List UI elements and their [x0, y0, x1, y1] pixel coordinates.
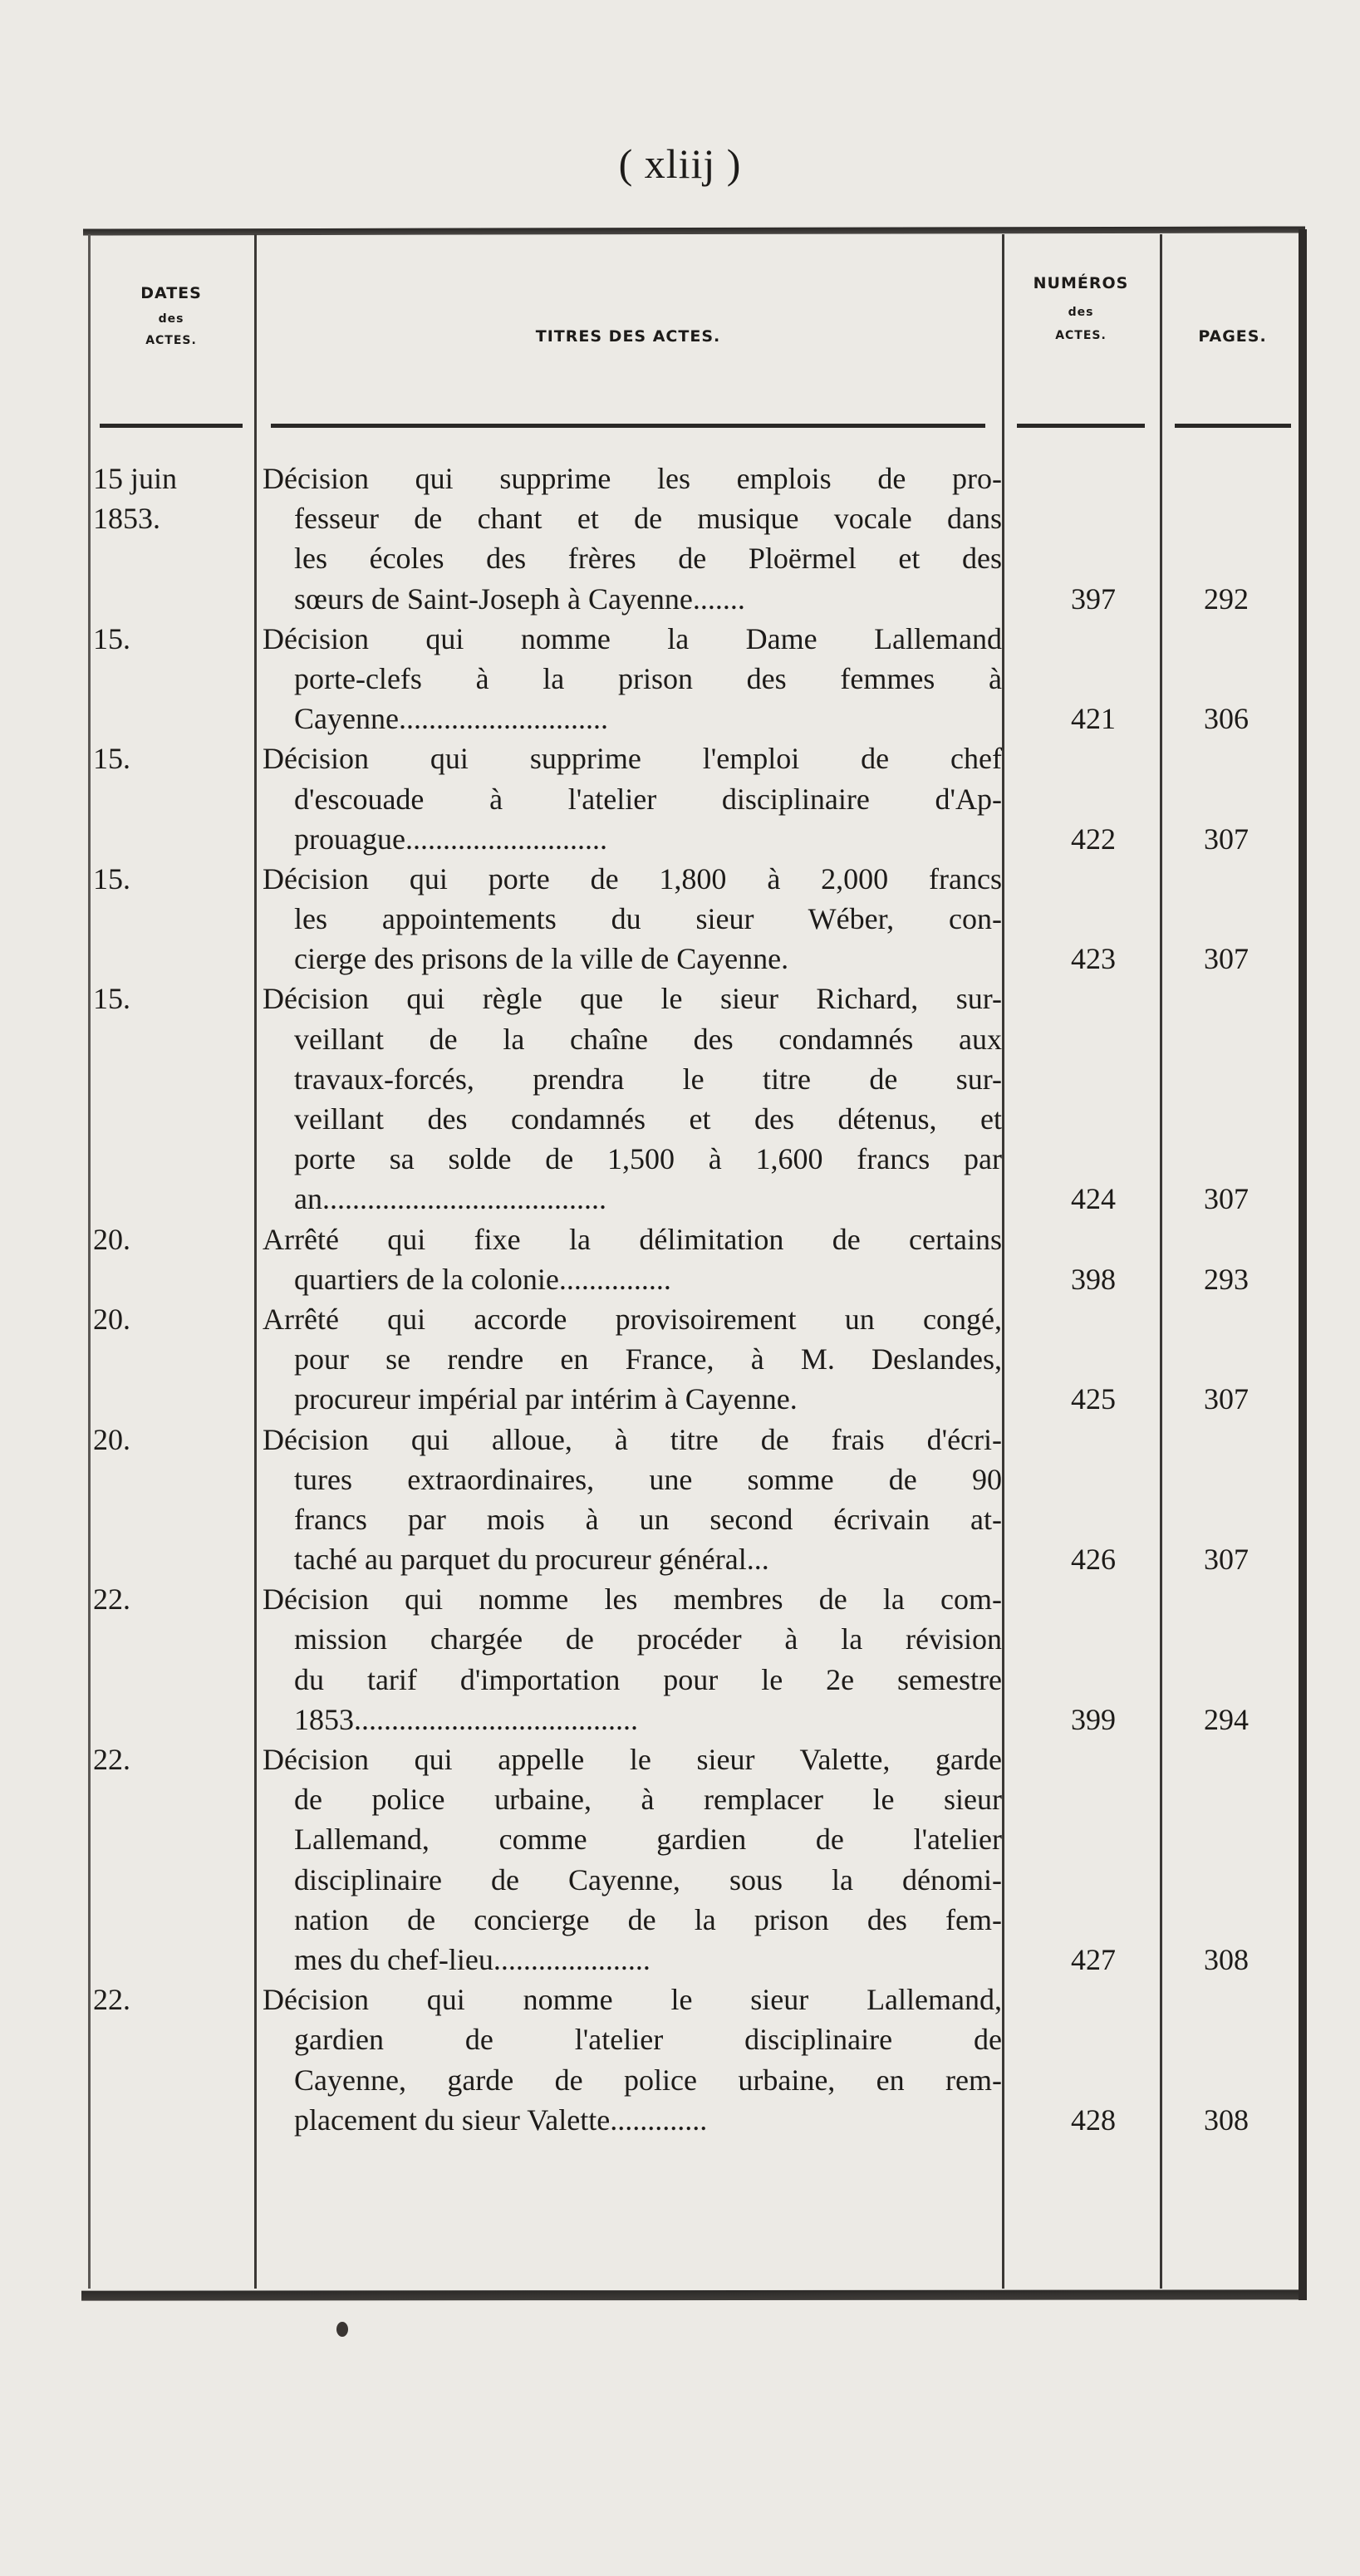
entry-page: 307	[1204, 1182, 1249, 1216]
entry-date-line: 1853.	[93, 502, 160, 536]
entry-numero: 428	[1071, 2103, 1116, 2137]
entry-date	[93, 979, 251, 1018]
entry-page: 294	[1204, 1702, 1249, 1736]
entry-title-line: porte-clefs à la prison des femmes à	[294, 661, 1002, 695]
entry-title	[263, 1219, 1002, 1299]
entry-title-line: tures extraordinaires, une somme de 90	[294, 1462, 1002, 1496]
entry-page: 308	[1204, 1942, 1249, 1976]
table-row	[88, 1579, 1297, 1739]
entry-title-line: Décision qui règle que le sieur Richard, sur-	[263, 982, 1002, 1016]
entry-title-line: travaux-forcés, prendra le titre de sur-	[294, 1062, 1002, 1096]
table-row	[88, 1420, 1297, 1580]
entry-title-line: pour se rendre en France, à M. Deslandes,	[294, 1342, 1002, 1376]
entry-page: 307	[1204, 822, 1249, 856]
entry-title-line: taché au parquet du procureur général...	[294, 1543, 769, 1577]
entry-date-line: 15.	[93, 621, 130, 655]
entry-title-line: Décision qui nomme la Dame Lallemand	[263, 621, 1002, 655]
table-bottom-rule	[81, 2289, 1307, 2300]
header-numeros	[1002, 274, 1160, 342]
entry-numero: 398	[1071, 1262, 1116, 1296]
entry-title-line: veillant de la chaîne des condamnés aux	[294, 1022, 1002, 1056]
entry-date	[93, 1219, 251, 1259]
table-row	[88, 1739, 1297, 1980]
entry-numero: 425	[1071, 1382, 1116, 1416]
entry-date	[93, 1739, 251, 1779]
header-dates-line1: DATES	[140, 284, 202, 302]
table-row	[88, 1980, 1297, 2140]
entry-title-line: gardien de l'atelier disciplinaire de	[294, 2023, 1002, 2057]
entry-date	[93, 859, 251, 899]
entry-title-line: veillant des condamnés et des détenus, et	[294, 1102, 1002, 1136]
entry-title-line: disciplinaire de Cayenne, sous la dénomi-	[294, 1862, 1002, 1896]
table-row	[88, 619, 1297, 739]
entry-title	[263, 1980, 1002, 2140]
header-numeros-line2: des	[1068, 306, 1094, 319]
entry-title-line: du tarif d'importation pour le 2e semestre	[294, 1662, 1002, 1696]
entry-title-line: Cayenne, garde de police urbaine, en rem-	[294, 2063, 1002, 2097]
entry-title-line: Arrêté qui fixe la délimitation de certains	[263, 1222, 1002, 1256]
entry-numero: 427	[1071, 1942, 1116, 1976]
entry-title-line: Décision qui nomme les membres de la com-	[263, 1582, 1002, 1617]
table-row	[88, 738, 1297, 859]
table-top-rule	[83, 226, 1305, 235]
entry-title-line: cierge des prisons de la ville de Cayenne.	[294, 942, 789, 976]
entry-title-line: Décision qui appelle le sieur Valette, garde	[263, 1743, 1002, 1776]
header-rule-titres	[271, 424, 985, 428]
header-pages: PAGES.	[1198, 327, 1267, 346]
entry-numero: 421	[1071, 702, 1116, 736]
entry-page: 292	[1204, 581, 1249, 616]
header-dates-line3: ACTES.	[145, 334, 197, 347]
entry-date-line: 20.	[93, 1422, 130, 1456]
table-row	[88, 859, 1297, 979]
entry-numero: 422	[1071, 822, 1116, 856]
entry-numero: 424	[1071, 1182, 1116, 1216]
entry-title-line: Décision qui supprime l'emploi de chef	[263, 742, 1002, 776]
entry-page: 307	[1204, 942, 1249, 976]
entry-title-line: d'escouade à l'atelier disciplinaire d'Ap-	[294, 782, 1002, 816]
entry-title-line: prouague...........................	[294, 822, 607, 856]
entry-title	[263, 1739, 1002, 1980]
entry-title-line: 1853......................................	[294, 1702, 638, 1736]
entry-date-line: 22.	[93, 1582, 130, 1617]
index-table	[88, 234, 1297, 2289]
ink-dot	[336, 2322, 348, 2337]
header-rule-pages	[1175, 424, 1291, 428]
table-row	[88, 1299, 1297, 1420]
entry-date	[93, 1299, 251, 1339]
entry-title	[263, 1299, 1002, 1420]
entry-date	[93, 459, 251, 538]
entry-title	[263, 459, 1002, 619]
entry-title-line: francs par mois à un second écrivain at-	[294, 1502, 1002, 1536]
entry-numero: 423	[1071, 942, 1116, 976]
entry-title-line: fesseur de chant et de musique vocale dans	[294, 502, 1002, 536]
table-right-rule	[1299, 229, 1307, 2300]
entry-page: 293	[1204, 1262, 1249, 1296]
entry-date-line: 15 juin	[93, 462, 178, 495]
entries-list	[88, 459, 1297, 2140]
header-numeros-line3: ACTES.	[1055, 329, 1107, 342]
entry-date-line: 15.	[93, 861, 130, 895]
entry-title	[263, 1579, 1002, 1739]
entry-title-line: Décision qui supprime les emplois de pro-	[263, 462, 1002, 495]
entry-title-line: quartiers de la colonie...............	[294, 1262, 671, 1296]
entry-title-line: Décision qui nomme le sieur Lallemand,	[263, 1983, 1002, 2017]
entry-title-line: procureur impérial par intérim à Cayenne.	[294, 1382, 798, 1416]
entry-title-line: mes du chef-lieu.....................	[294, 1942, 651, 1976]
entry-title	[263, 979, 1002, 1219]
entry-date	[93, 738, 251, 778]
entry-numero: 426	[1071, 1543, 1116, 1577]
entry-title	[263, 619, 1002, 739]
entry-date-line: 20.	[93, 1302, 130, 1336]
entry-page: 307	[1204, 1543, 1249, 1577]
table-row	[88, 979, 1297, 1219]
entry-date	[93, 1579, 251, 1619]
entry-title-line: nation de concierge de la prison des fem-	[294, 1902, 1002, 1936]
entry-title-line: an......................................	[294, 1182, 606, 1216]
entry-date-line: 20.	[93, 1222, 130, 1256]
header-numeros-line1: NUMÉROS	[1033, 274, 1129, 292]
entry-title-line: Arrêté qui accorde provisoirement un congé,	[263, 1302, 1002, 1336]
entry-page: 306	[1204, 702, 1249, 736]
entry-date-line: 15.	[93, 742, 130, 776]
page-number: ( xliij )	[618, 140, 742, 187]
entry-numero: 397	[1071, 581, 1116, 616]
table-row	[88, 459, 1297, 619]
entry-title	[263, 738, 1002, 859]
table-row	[88, 1219, 1297, 1299]
entry-date	[93, 1420, 251, 1460]
entry-title-line: de police urbaine, à remplacer le sieur	[294, 1783, 1002, 1817]
header-titres: TITRES DES ACTES.	[535, 327, 721, 346]
entry-title-line: sœurs de Saint-Joseph à Cayenne.......	[294, 581, 745, 616]
entry-date	[93, 1980, 251, 2019]
entry-title-line: Cayenne............................	[294, 702, 608, 736]
header-rule-numeros	[1017, 424, 1145, 428]
entry-title-line: mission chargée de procéder à la révision	[294, 1622, 1002, 1656]
entry-title	[263, 1420, 1002, 1580]
header-rule-dates	[100, 424, 243, 428]
header-dates-line2: des	[158, 312, 184, 326]
entry-page: 307	[1204, 1382, 1249, 1416]
entry-page: 308	[1204, 2103, 1249, 2137]
entry-title-line: placement du sieur Valette.............	[294, 2103, 708, 2137]
entry-numero: 399	[1071, 1702, 1116, 1736]
entry-date	[93, 619, 251, 659]
entry-date-line: 15.	[93, 982, 130, 1016]
entry-date-line: 22.	[93, 1743, 130, 1776]
entry-title-line: Décision qui porte de 1,800 à 2,000 francs	[263, 861, 1002, 895]
entry-title-line: Décision qui alloue, à titre de frais d'écri-	[263, 1422, 1002, 1456]
entry-date-line: 22.	[93, 1983, 130, 2017]
entry-title-line: porte sa solde de 1,500 à 1,600 francs par	[294, 1142, 1002, 1176]
entry-title-line: Lallemand, comme gardien de l'atelier	[294, 1823, 1002, 1857]
entry-title	[263, 859, 1002, 979]
entry-title-line: les écoles des frères de Ploërmel et des	[294, 542, 1002, 576]
entry-title-line: les appointements du sieur Wéber, con-	[294, 902, 1002, 936]
header-dates	[88, 284, 254, 347]
